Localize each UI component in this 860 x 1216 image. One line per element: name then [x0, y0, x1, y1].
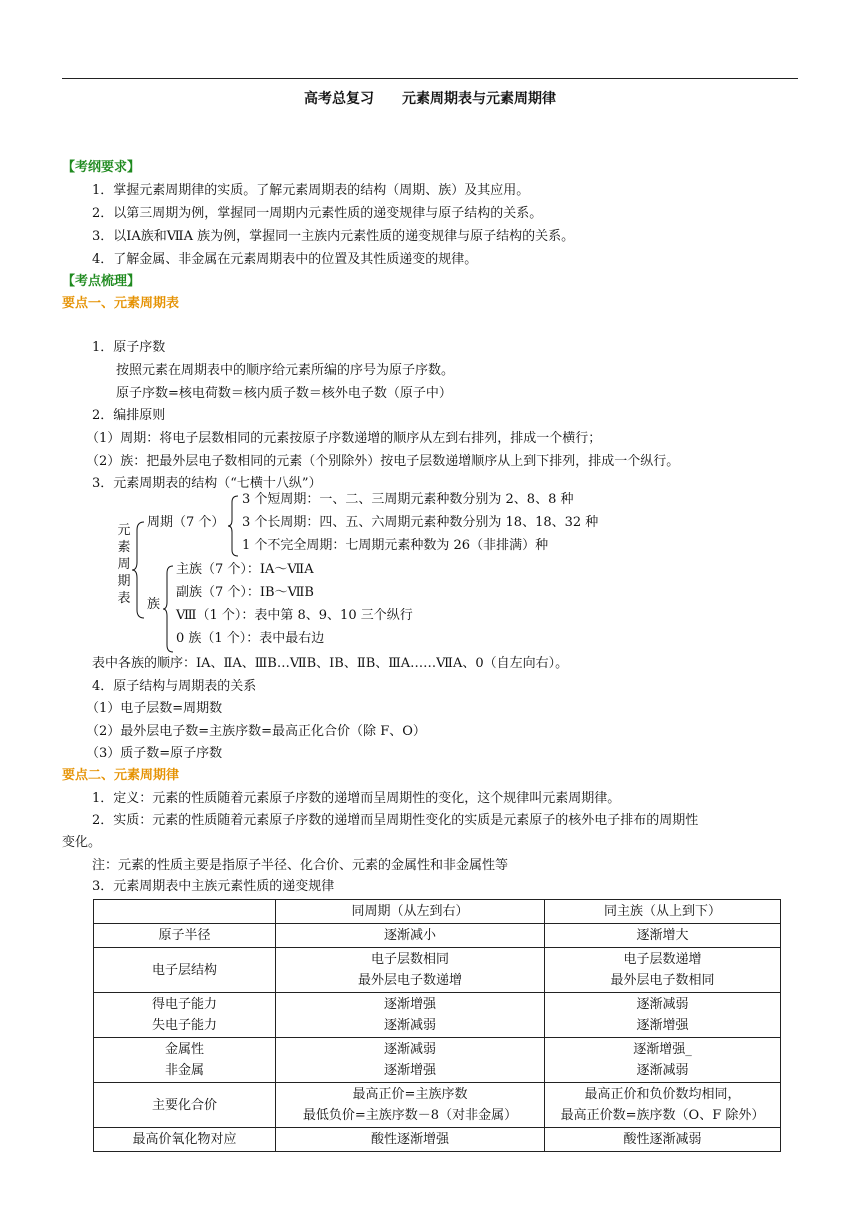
table-row — [94, 924, 781, 948]
group-label: 族 — [147, 597, 161, 612]
group-item: 副族（7 个）：ⅠB～ⅦB — [176, 585, 314, 600]
table-row — [94, 1083, 781, 1128]
kaogang-item: 4．了解金属、非金属在元素周期表中的位置及其性质递变的规律。 — [92, 252, 478, 267]
header-cell: 同主族（从上到下） — [545, 900, 781, 924]
table-cell: 得电子能力 失电子能力 — [94, 993, 276, 1038]
text-line: （1）周期：将电子层数相同的元素按原子序数递增的顺序从左到右排列，排成一个横行； — [86, 431, 602, 446]
period-item: 1 个不完全周期：七周期元素种数为 26（非排满）种 — [242, 538, 549, 553]
kaogang-item: 3．以ⅠA族和ⅦA 族为例，掌握同一主族内元素性质的递变规律与原子结构的关系。 — [92, 229, 575, 244]
text-line: （2）族：把最外层电子数相同的元素（个别除外）按电子层数递增顺序从上到下排列，排成一个纵行。 — [86, 454, 680, 469]
root-brace-icon — [131, 520, 145, 620]
table-title: 3．元素周期表中主族元素性质的递变规律 — [92, 879, 335, 894]
text-line: （1）电子层数=周期数 — [86, 701, 223, 716]
table-cell: 电子层数相同 最外层电子数递增 — [276, 948, 545, 993]
text-line: 表中各族的顺序：ⅠA、ⅡA、ⅢB…ⅦB、ⅠB、ⅡB、ⅢA……ⅦA、0（自左向右）。 — [92, 656, 569, 671]
period-item: 3 个短周期：一、二、三周期元素种数分别为 2、8、8 种 — [242, 492, 574, 507]
table-row — [94, 1128, 781, 1152]
text-line: 按照元素在周期表中的顺序给元素所编的序号为原子序数。 — [116, 363, 455, 378]
text-line: 2．编排原则 — [92, 408, 166, 423]
page-title: 高考总复习 元素周期表与元素周期律 — [304, 91, 556, 107]
kaogang-item: 1．掌握元素周期律的实质。了解元素周期表的结构（周期、族）及其应用。 — [92, 183, 530, 198]
table-cell: 逐渐增强_ 逐渐减弱 — [545, 1038, 781, 1083]
table-cell: 电子层数递增 最外层电子数相同 — [545, 948, 781, 993]
text-line: 原子序数=核电荷数＝核内质子数＝核外电子数（原子中） — [116, 386, 452, 401]
text-line: 3．元素周期表的结构（“七横十八纵”） — [92, 476, 322, 491]
text-line: 1．原子序数 — [92, 340, 166, 355]
group-item: 0 族（1 个）：表中最右边 — [176, 631, 325, 646]
table-cell: 最高正价=主族序数 最低负价=主族序数－8（对非金属） — [276, 1083, 545, 1128]
table-cell: 逐渐减小 — [276, 924, 545, 948]
table-cell: 最高价氧化物对应 — [94, 1128, 276, 1152]
period-brace-icon — [227, 494, 239, 558]
table-cell: 逐渐减弱 逐渐增强 — [276, 1038, 545, 1083]
table-row — [94, 1038, 781, 1083]
table-cell: 逐渐增大 — [545, 924, 781, 948]
text-line: （2）最外层电子数=主族序数=最高正化合价（除 F、O） — [86, 724, 426, 739]
text-line: （3）质子数=原子序数 — [86, 746, 223, 761]
text-line: 4．原子结构与周期表的关系 — [92, 679, 257, 694]
header-cell — [94, 900, 276, 924]
section2-heading: 要点二、元素周期律 — [62, 768, 180, 783]
table-row — [94, 948, 781, 993]
kaogang-item: 2．以第三周期为例，掌握同一周期内元素性质的递变规律与原子结构的关系。 — [92, 206, 543, 221]
group-item: Ⅷ（1 个）：表中第 8、9、10 三个纵行 — [176, 608, 413, 623]
note-line: 注：元素的性质主要是指原子半径、化合价、元素的金属性和非金属性等 — [92, 858, 509, 873]
section1-heading: 要点一、元素周期表 — [62, 296, 180, 311]
period-item: 3 个长周期：四、五、六周期元素种数分别为 18、18、32 种 — [242, 515, 599, 530]
text-line: 1．定义：元素的性质随着元素原子序数的递增而呈周期性的变化，这个规律叫元素周期律。 — [92, 791, 621, 806]
tree-root-label: 元 素 周 期 表 — [117, 523, 131, 606]
text-line: 2．实质：元素的性质随着元素原子序数的递增而呈周期性变化的实质是元素原子的核外电子排布的周期性 — [92, 813, 699, 828]
kaogang-heading: 【考纲要求】 — [62, 160, 141, 175]
table-cell: 金属性 非金属 — [94, 1038, 276, 1083]
table-cell: 主要化合价 — [94, 1083, 276, 1128]
header-rule — [62, 78, 798, 79]
table-cell: 逐渐减弱 逐渐增强 — [545, 993, 781, 1038]
group-item: 主族（7 个）：ⅠA～ⅦA — [176, 562, 314, 577]
table-row — [94, 993, 781, 1038]
table-header-row — [94, 900, 781, 924]
period-label: 周期（7 个） — [147, 515, 225, 530]
table-cell: 原子半径 — [94, 924, 276, 948]
table-cell: 最高正价和负价数均相同， 最高正价数=族序数（O、F 除外） — [545, 1083, 781, 1128]
text-line: 变化。 — [62, 835, 102, 850]
table-cell: 酸性逐渐减弱 — [545, 1128, 781, 1152]
header-cell: 同周期（从左到右） — [276, 900, 545, 924]
property-table — [93, 899, 781, 1152]
table-cell: 逐渐增强 逐渐减弱 — [276, 993, 545, 1038]
table-cell: 电子层结构 — [94, 948, 276, 993]
group-brace-icon — [162, 564, 174, 654]
table-cell: 酸性逐渐增强 — [276, 1128, 545, 1152]
kaodian-heading: 【考点梳理】 — [62, 274, 141, 289]
